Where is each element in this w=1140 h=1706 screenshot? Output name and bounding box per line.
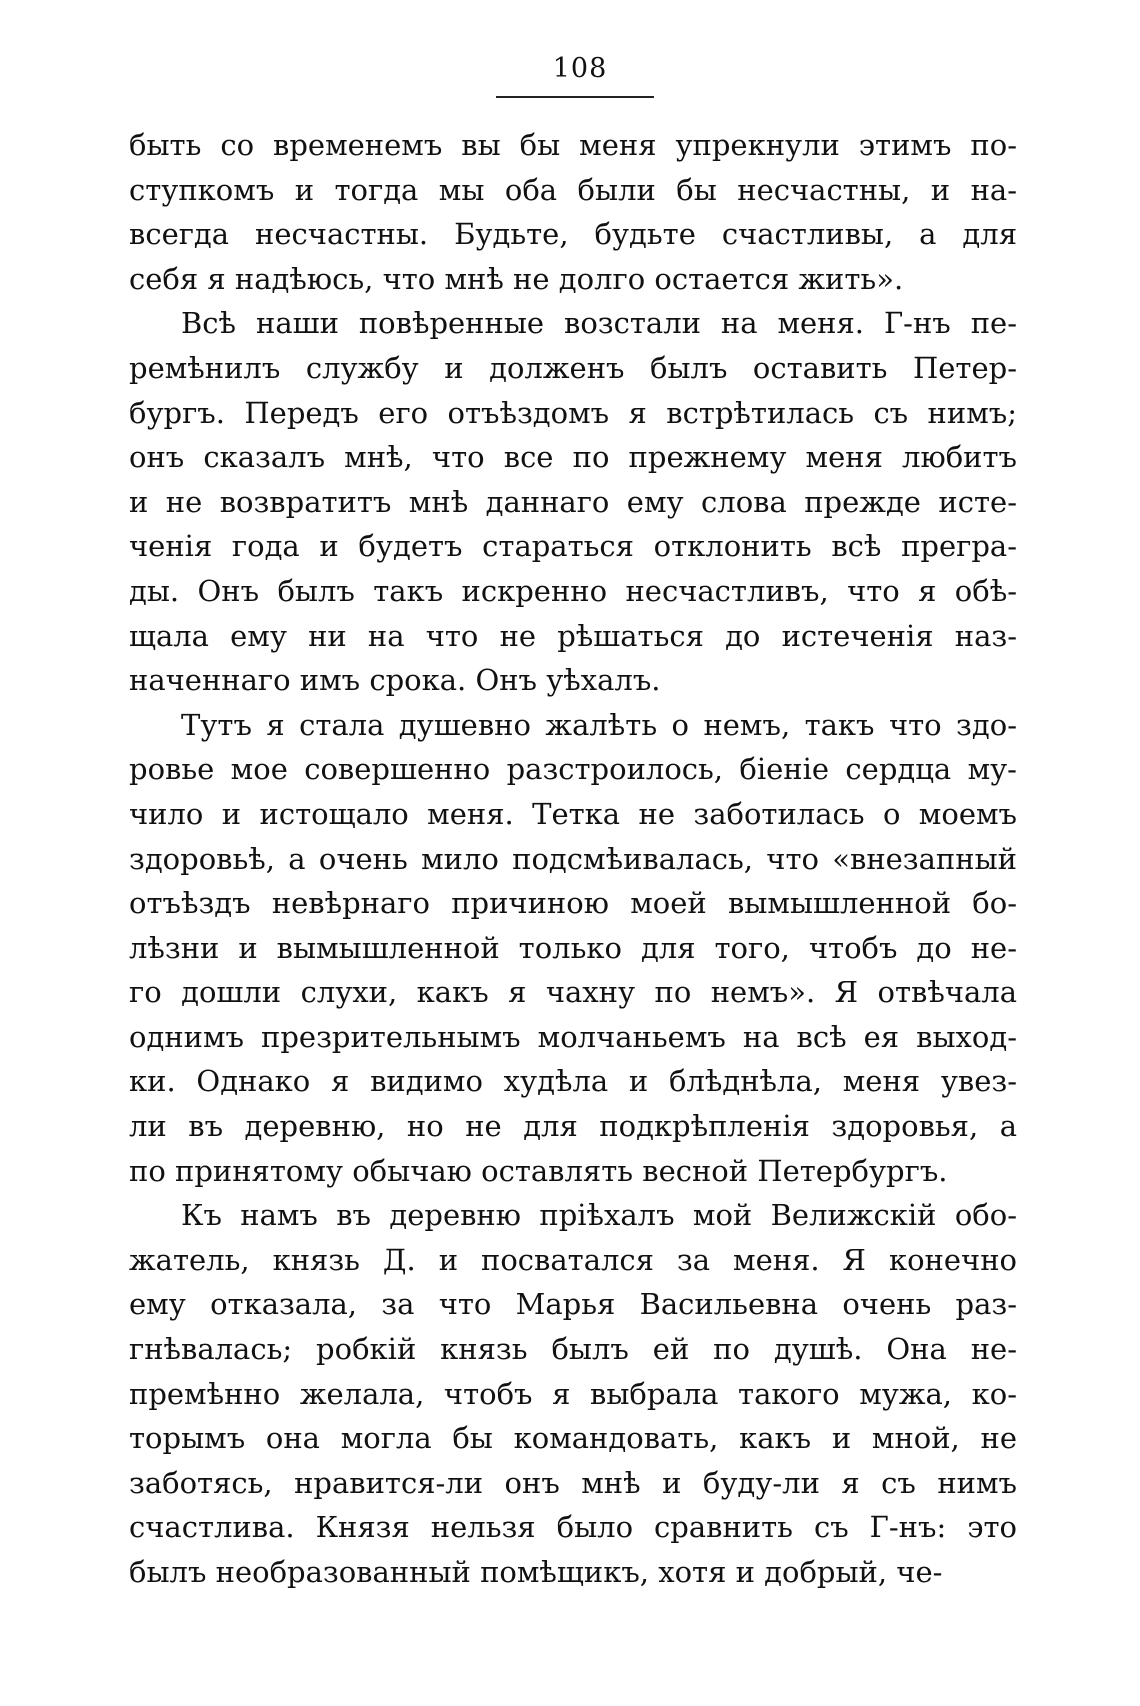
- paragraph: [129, 301, 1017, 702]
- text-line: щала ему ни на что не рѣшаться до истеченія наз-: [129, 618, 1017, 653]
- body-text: [129, 123, 1017, 1595]
- text-line: ды. Онъ былъ такъ искренно несчастливъ, что я обѣ-: [129, 573, 1017, 608]
- text-line: ли въ деревню, но не для подкрѣпленія здоровья, а: [129, 1109, 1017, 1144]
- text-line: и не возвратитъ мнѣ даннаго ему слова прежде исте-: [129, 484, 1017, 519]
- header-rule: [496, 96, 654, 98]
- text-line: Тутъ я стала душевно жалѣть о немъ, такъ что здо-: [181, 707, 1017, 742]
- text-line: бургъ. Передъ его отъѣздомъ я встрѣтилась съ нимъ;: [129, 395, 1017, 430]
- text-line: всегда несчастны. Будьте, будьте счастливы, а для: [129, 217, 1017, 252]
- text-line: наченнаго имъ срока. Онъ уѣхалъ.: [129, 663, 661, 698]
- text-line: Всѣ наши повѣренные возстали на меня. Г-нъ пе-: [181, 306, 1017, 341]
- paragraph: [129, 123, 1017, 301]
- text-line: торымъ она могла бы командовать, какъ и мной, не: [129, 1421, 1017, 1456]
- text-line: ровье мое совершенно разстроилось, біеніе сердца му-: [129, 752, 1017, 787]
- text-line: счастлива. Князя нельзя было сравнить съ Г-нъ: это: [129, 1510, 1017, 1545]
- text-line: гнѣвалась; робкій князь былъ ей по душѣ. Она не-: [129, 1332, 1017, 1367]
- text-line: здоровьѣ, а очень мило подсмѣивалась, что «внезапный: [129, 841, 1017, 876]
- text-line: однимъ презрительнымъ молчаньемъ на всѣ ея выход-: [129, 1019, 1017, 1054]
- paragraph: [129, 703, 1017, 1194]
- text-line: Къ намъ въ деревню пріѣхалъ мой Велижскій обо-: [181, 1198, 1017, 1233]
- text-line: былъ необразованный помѣщикъ, хотя и добрый, че-: [129, 1555, 943, 1589]
- text-line: онъ сказалъ мнѣ, что все по прежнему меня любитъ: [129, 440, 1017, 475]
- page-number: 108: [552, 53, 608, 84]
- text-line: ремѣнилъ службу и долженъ былъ оставить Петер-: [129, 350, 1017, 385]
- text-line: го дошли слухи, какъ я чахну по немъ». Я отвѣчала: [129, 975, 1017, 1010]
- text-line: отъѣздъ невѣрнаго причиною моей вымышленной бо-: [129, 886, 1017, 921]
- text-line: ему отказала, за что Марья Васильевна очень раз-: [129, 1287, 1017, 1322]
- paragraph: [129, 1193, 1017, 1594]
- text-line: заботясь, нравится-ли онъ мнѣ и буду-ли я съ нимъ: [129, 1465, 1017, 1500]
- text-line: ступкомъ и тогда мы оба были бы несчастны, и на-: [129, 172, 1017, 207]
- text-line: себя я надѣюсь, что мнѣ не долго остается жить».: [129, 261, 904, 296]
- text-line: жатель, князь Д. и посватался за меня. Я конечно: [129, 1242, 1017, 1277]
- text-line: премѣнно желала, чтобъ я выбрала такого мужа, ко-: [129, 1376, 1017, 1411]
- text-line: ченія года и будетъ стараться отклонить всѣ прегра-: [129, 529, 1017, 564]
- text-line: быть со временемъ вы бы меня упрекнули этимъ по-: [129, 128, 1017, 162]
- text-line: лѣзни и вымышленной только для того, чтобъ до не-: [129, 930, 1017, 965]
- text-line: чило и истощало меня. Тетка не заботилась о моемъ: [129, 796, 1017, 831]
- text-line: ки. Однако я видимо худѣла и блѣднѣла, меня увез-: [129, 1064, 1017, 1099]
- text-line: по принятому обычаю оставлять весной Петербургъ.: [129, 1153, 948, 1188]
